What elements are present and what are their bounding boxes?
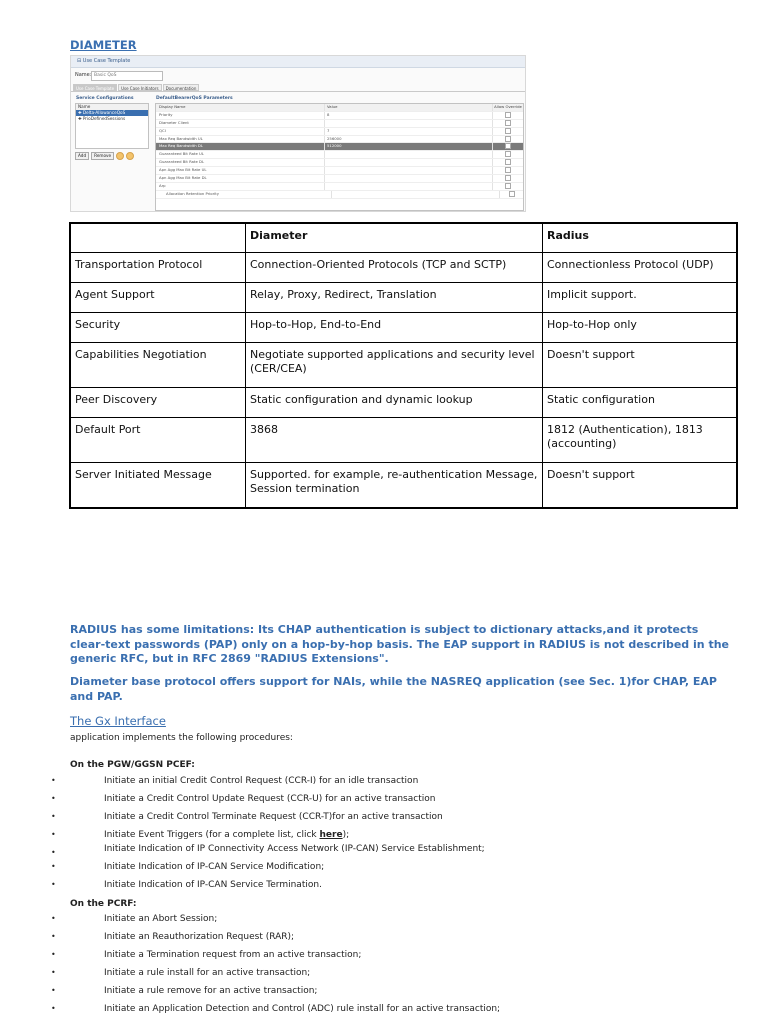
override-checkbox[interactable] — [505, 112, 511, 118]
grid-cell-value[interactable]: 8 — [325, 112, 493, 119]
grid-cell-value[interactable]: 256000 — [325, 136, 493, 143]
grid-cell-override — [493, 120, 523, 127]
row-label-cell: Peer Discovery — [70, 388, 246, 418]
list-item: • Initiate a rule install for an active transaction; — [51, 968, 311, 978]
radius-cell: Doesn't support — [543, 463, 738, 508]
up-icon[interactable] — [116, 152, 124, 160]
tab-documentation[interactable]: Documentation — [163, 84, 200, 91]
row-label-cell: Agent Support — [70, 283, 246, 313]
header-cell-radius: Radius — [543, 223, 738, 253]
gx-interface-link[interactable]: The Gx Interface — [70, 714, 166, 728]
grid-cell-override — [493, 167, 523, 174]
grid-row[interactable] — [156, 191, 523, 199]
tab-use-case-initiators[interactable]: Use Case Initiators — [118, 84, 162, 91]
radius-cell: Hop-to-Hop only — [543, 313, 738, 343]
grid-cell-name: Max Req Bandwidth UL — [156, 136, 325, 143]
grid-row[interactable] — [156, 183, 523, 191]
header-cell-empty — [70, 223, 246, 253]
radius-cell: 1812 (Authentication), 1813 (accounting) — [543, 418, 738, 463]
override-checkbox[interactable] — [505, 128, 511, 134]
tab-use-case-template[interactable]: Use Case Template — [73, 84, 117, 91]
override-checkbox[interactable] — [509, 191, 515, 197]
table-row — [70, 418, 737, 463]
list-item: • Initiate Indication of IP-CAN Service Modification; — [51, 862, 325, 872]
radius-cell: Implicit support. — [543, 283, 738, 313]
radius-cell: Connectionless Protocol (UDP) — [543, 253, 738, 283]
grid-cell-value[interactable] — [325, 151, 493, 158]
grid-cell-value[interactable] — [325, 175, 493, 182]
intro-text: application implements the following procedures: — [70, 733, 293, 743]
grid-cell-name: Apn Agg Max Bit Rate UL — [156, 167, 325, 174]
grid-header-row — [156, 104, 523, 112]
list-item: • Initiate a Credit Control Terminate Request (CCR-T)for an active transaction — [51, 812, 443, 822]
radius-limitations-note: RADIUS has some limitations: Its CHAP authentication is subject to dictionary attacks,and it protects clear-text passwords (PAP) only on a hop-by-hop basis. The EAP support in RADIUS is not described in the generic RFC, but in RFC 2869 "RADIUS Extensions". — [70, 623, 729, 665]
diameter-cell: Hop-to-Hop, End-to-End — [246, 313, 543, 343]
list-item: • Initiate an Reauthorization Request (RAR); — [51, 932, 295, 942]
row-label-cell: Transportation Protocol — [70, 253, 246, 283]
grid-cell-override — [493, 136, 523, 143]
table-row — [70, 388, 737, 418]
grid-cell-name: QCI — [156, 128, 325, 135]
override-checkbox[interactable] — [505, 120, 511, 126]
grid-row[interactable] — [156, 143, 523, 151]
override-checkbox[interactable] — [505, 143, 511, 149]
diameter-cell: Supported. for example, re-authentication Message, Session termination — [246, 463, 543, 508]
row-label-cell: Default Port — [70, 418, 246, 463]
list-item: • Initiate Event Triggers (for a complete list, click here); — [51, 830, 350, 840]
pcef-list — [0, 772, 768, 894]
diameter-cell: 3868 — [246, 418, 543, 463]
diameter-cell: Connection-Oriented Protocols (TCP and SCTP) — [246, 253, 543, 283]
list-header: Name — [76, 104, 148, 110]
table-row — [70, 253, 737, 283]
grid-cell-name: Guaranteed Bit Rate DL — [156, 159, 325, 166]
template-titlebar — [71, 56, 525, 68]
grid-row[interactable] — [156, 120, 523, 128]
list-item[interactable]: ✚ Delta-AllowanceQoS — [76, 110, 148, 116]
grid-cell-name: Guaranteed Bit Rate UL — [156, 151, 325, 158]
override-checkbox[interactable] — [505, 159, 511, 165]
table-row — [70, 343, 737, 388]
override-checkbox[interactable] — [505, 136, 511, 142]
expand-icon: ⊟ — [77, 58, 82, 64]
list-item: • Initiate an Application Detection and Control (ADC) rule install for an active transaction; — [51, 1004, 501, 1014]
grid-cell-name: Priority — [156, 112, 325, 119]
table-row — [70, 283, 737, 313]
grid-cell-value[interactable]: 512000 — [325, 143, 493, 150]
list-item: • Initiate Indication of IP-CAN Service Termination. — [51, 880, 322, 890]
col-allow-override: Allow Override — [494, 104, 522, 109]
pcef-heading: On the PGW/GGSN PCEF: — [70, 760, 195, 770]
grid-cell-override — [493, 112, 523, 119]
list-item: • Initiate a Credit Control Update Request (CCR-U) for an active transaction — [51, 794, 436, 804]
item-icon: ✚ — [78, 116, 83, 121]
grid-cell-override — [493, 143, 523, 150]
grid-cell-override — [493, 183, 523, 190]
grid-cell-override — [493, 175, 523, 182]
service-config-list — [75, 103, 149, 149]
service-config-label: Service Configurations — [76, 96, 134, 101]
add-button[interactable]: Add — [75, 152, 89, 160]
grid-cell-override — [493, 151, 523, 158]
override-checkbox[interactable] — [505, 167, 511, 173]
diameter-nai-note: Diameter base protocol offers support for NAIs, while the NASREQ application (see Sec. 1)for CHAP, EAP and PAP. — [70, 675, 717, 703]
grid-cell-name: Arp — [156, 183, 325, 190]
grid-cell-override — [493, 128, 523, 135]
list-item: • Initiate a Termination request from an active transaction; — [51, 950, 362, 960]
list-item: • Initiate Indication of IP Connectivity Access Network (IP-CAN) Service Establishment; — [51, 844, 485, 857]
grid-row[interactable] — [156, 159, 523, 167]
radius-cell: Static configuration — [543, 388, 738, 418]
row-label-cell: Server Initiated Message — [70, 463, 246, 508]
override-checkbox[interactable] — [505, 151, 511, 157]
grid-row[interactable] — [156, 167, 523, 175]
diameter-cell: Relay, Proxy, Redirect, Translation — [246, 283, 543, 313]
grid-cell-name: Apn Agg Max Bit Rate DL — [156, 175, 325, 182]
grid-row[interactable] — [156, 136, 523, 144]
diameter-radius-table — [69, 222, 738, 509]
diameter-heading-link[interactable]: DIAMETER — [70, 38, 137, 52]
template-tabs — [73, 84, 199, 91]
bearer-qos-label: DefaultBearerQoS Parameters — [156, 96, 233, 101]
name-label: Name: — [75, 72, 92, 78]
list-item: • Initiate an Abort Session; — [51, 914, 218, 924]
grid-cell-override — [500, 191, 523, 198]
item-icon: ✚ — [78, 110, 83, 115]
grid-cell-value[interactable]: 7 — [325, 128, 493, 135]
grid-cell-name: Allocation Retention Priority — [156, 191, 332, 198]
tab-divider — [71, 91, 525, 92]
diameter-cell: Static configuration and dynamic lookup — [246, 388, 543, 418]
template-title: Use Case Template — [82, 58, 131, 64]
grid-cell-value[interactable] — [325, 120, 493, 127]
diameter-cell: Negotiate supported applications and security level (CER/CEA) — [246, 343, 543, 388]
name-input[interactable]: Basic QoS — [91, 71, 163, 81]
pcrf-list — [0, 910, 768, 1018]
pcrf-heading: On the PCRF: — [70, 899, 137, 909]
grid-cell-value[interactable] — [325, 159, 493, 166]
override-checkbox[interactable] — [505, 183, 511, 189]
list-item[interactable]: ✚ PrioDefinedSessions — [78, 116, 126, 121]
grid-cell-value[interactable] — [325, 167, 493, 174]
row-label-cell: Security — [70, 313, 246, 343]
row-label-cell: Capabilities Negotiation — [70, 343, 246, 388]
override-checkbox[interactable] — [505, 175, 511, 181]
grid-cell-value[interactable] — [325, 183, 493, 190]
table-header-row — [70, 223, 737, 253]
grid-row[interactable] — [156, 128, 523, 136]
list-buttons — [75, 152, 134, 160]
radius-cell: Doesn't support — [543, 343, 738, 388]
header-cell-diameter: Diameter — [246, 223, 543, 253]
grid-cell-name: Max Req Bandwidth DL — [156, 143, 325, 150]
grid-row[interactable] — [156, 151, 523, 159]
grid-row[interactable] — [156, 175, 523, 183]
use-case-template-screenshot — [70, 55, 526, 212]
qos-parameter-grid — [155, 103, 524, 211]
event-triggers-here-link[interactable]: here — [319, 830, 343, 840]
remove-button[interactable]: Remove — [91, 152, 114, 160]
table-row — [70, 463, 737, 508]
table-row — [70, 313, 737, 343]
grid-cell-override — [493, 159, 523, 166]
col-value: Value — [325, 104, 493, 111]
list-item: • Initiate a rule remove for an active transaction; — [51, 986, 318, 996]
list-item: • Initiate an initial Credit Control Request (CCR-I) for an idle transaction — [51, 776, 419, 786]
col-display-name: Display Name — [156, 104, 325, 111]
down-icon[interactable] — [126, 152, 134, 160]
grid-cell-name: Diameter Client — [156, 120, 325, 127]
grid-cell-value[interactable] — [332, 191, 500, 198]
grid-row[interactable] — [156, 112, 523, 120]
